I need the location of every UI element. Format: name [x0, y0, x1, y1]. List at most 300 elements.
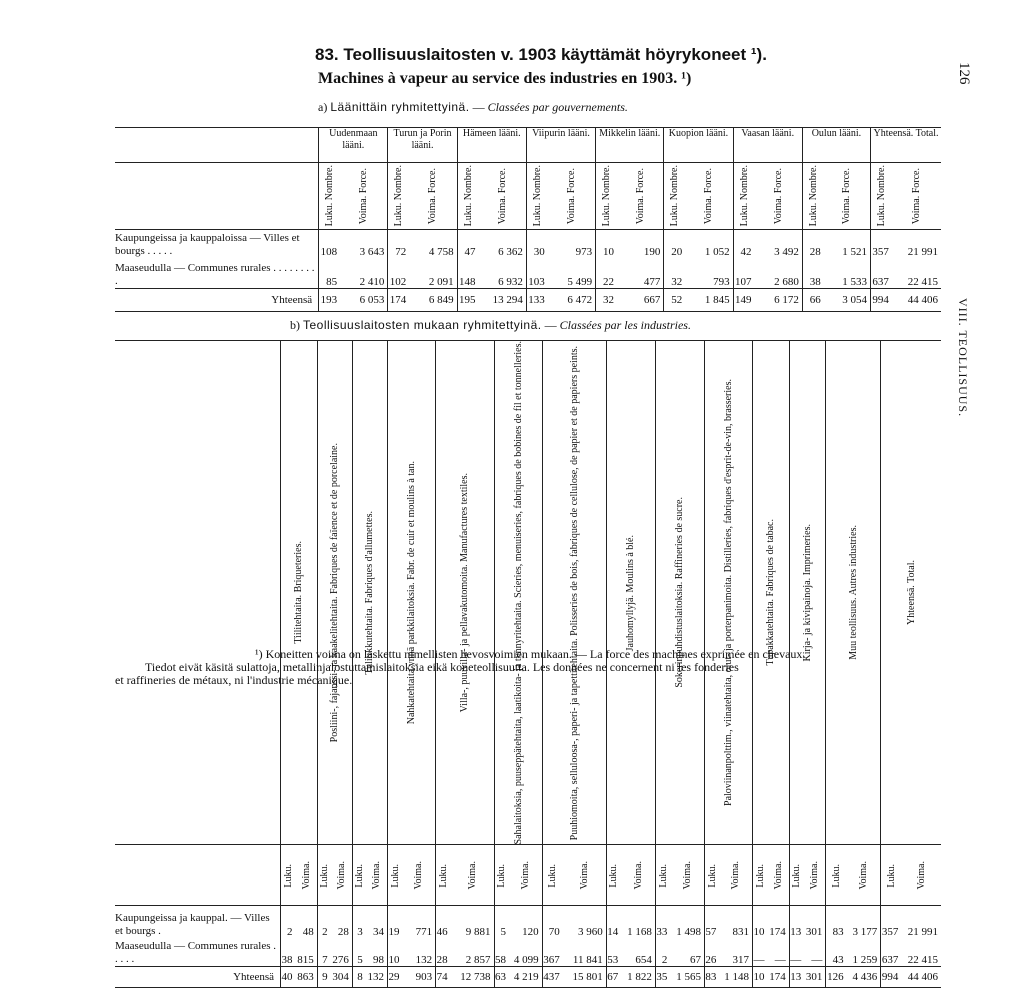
table-a-sub-header-label: Luku. Nombre. — [462, 165, 474, 227]
table-a-cell: 38 — [802, 258, 823, 289]
table-a-cell: 637 — [871, 258, 892, 289]
table-a-cell: 477 — [643, 276, 661, 288]
table-b-cell: — — [753, 938, 768, 967]
table-a-group-header — [457, 128, 526, 163]
table-b-sub-header — [670, 845, 704, 906]
table-b-sub-header — [509, 845, 542, 906]
table-b-sub-header-label: Voima. — [681, 861, 693, 890]
table-b-row — [115, 906, 941, 939]
table-b-sub-header-label: Luku. — [437, 863, 449, 888]
table-b-cell: 1 259 — [852, 954, 878, 967]
table-a-sub-header — [388, 163, 409, 230]
table-b-cell: 48 — [302, 926, 314, 939]
table-b-cell: 317 — [732, 954, 750, 967]
table-b-cell: 67 — [689, 954, 701, 967]
table-b-cell: 26 — [704, 938, 719, 967]
table-b-cell: 63 — [494, 967, 509, 988]
table-a-cell: 1 533 — [842, 276, 868, 288]
table-a-sub-header-label: Voima. Force. — [496, 167, 508, 225]
table-b-cell: 1 565 — [670, 967, 704, 988]
table-a-group-label: Hämeen lääni. — [462, 128, 521, 139]
table-a-group-label: Mikkelin lääni. — [599, 128, 661, 139]
table-a-cell: 3 054 — [824, 289, 871, 312]
table-b-stub-subheader — [115, 845, 281, 906]
table-b-group-label: Posliini-, fajanssi- ja kaakelitehtaita. Fabriques de faïence et de porcelaine. — [329, 443, 341, 743]
table-a-sub-header-label: Voima. Force. — [772, 167, 784, 225]
table-a-row — [115, 230, 941, 259]
table-b-group-header — [789, 341, 826, 845]
table-a-sub-header-label: Voima. Force. — [634, 167, 646, 225]
table-a-group-label: Yhteensä. Total. — [873, 128, 939, 139]
table-a-sub-header — [892, 163, 941, 230]
table-b-sub-header-label: Luku. — [754, 863, 766, 888]
table-b-sub-header — [317, 845, 330, 906]
table-b-cell: 994 — [881, 967, 902, 988]
table-a-cell: 85 — [319, 258, 340, 289]
table-b-sub-header — [563, 845, 606, 906]
table-a-sub-header — [596, 163, 617, 230]
table-a-sub-header — [664, 163, 685, 230]
table-b-cell: 4 219 — [509, 967, 542, 988]
table-b-cell: 10 — [388, 938, 403, 967]
table-a-row-label: Kaupungeissa ja kauppaloissa — Villes et bourgs . . . . . — [115, 232, 300, 257]
table-a-sub-header — [526, 163, 547, 230]
table-b-cell: 304 — [331, 967, 353, 988]
table-b-sub-header-label: Luku. — [791, 863, 803, 888]
table-a-sub-header-label: Voima. Force. — [910, 167, 922, 225]
table-a-sub-header-row — [115, 163, 941, 230]
section-label: VIII. TEOLLISUUS. — [956, 298, 970, 418]
table-a-cell: 21 991 — [907, 246, 938, 258]
table-a-sub-header-label: Voima. Force. — [427, 167, 439, 225]
table-b-group-header — [704, 341, 752, 845]
table-b-cell: 74 — [436, 967, 451, 988]
table-a-cell: 6 172 — [754, 289, 802, 312]
table-a-cell: 103 — [526, 258, 547, 289]
table-b-cell: 2 857 — [465, 954, 491, 967]
table-b-cell: 15 801 — [563, 967, 606, 988]
table-b-cell: 654 — [635, 954, 652, 967]
table-a-cell: 193 — [319, 289, 340, 312]
table-b-group-header — [281, 341, 318, 845]
table-b-cell: 2 — [655, 938, 670, 967]
table-b-cell: 35 — [655, 967, 670, 988]
table-b-cell: 437 — [542, 967, 563, 988]
table-a-group-header — [802, 128, 870, 163]
table-b-cell: 120 — [522, 926, 539, 939]
table-b-group-header — [753, 341, 790, 845]
table-b-cell: 13 — [789, 906, 804, 939]
table-b-cell: 276 — [332, 954, 349, 967]
table-a-sub-header-label: Luku. Nombre. — [324, 165, 336, 227]
table-b-sub-header — [494, 845, 509, 906]
table-a-sub-header-label: Voima. Force. — [703, 167, 715, 225]
table-b-sub-header-label: Voima. — [370, 861, 382, 890]
table-a-row-label: Maaseudulla — Communes rurales . . . . . . . . . — [115, 262, 315, 287]
table-b-cell: 7 — [317, 938, 330, 967]
table-a-sub-header — [409, 163, 457, 230]
table-by-province — [115, 127, 941, 312]
table-a-cell: 195 — [457, 289, 478, 312]
table-a-sub-header — [754, 163, 802, 230]
table-a-sub-header — [548, 163, 596, 230]
table-b-sub-header — [804, 845, 826, 906]
table-b-group-header — [352, 341, 387, 845]
table-a-cell: 32 — [596, 289, 617, 312]
table-b-cell: 9 881 — [465, 926, 491, 939]
table-b-sub-header-label: Luku. — [608, 863, 620, 888]
table-a-cell: 357 — [871, 230, 892, 259]
table-a-sub-header — [685, 163, 733, 230]
table-a-cell: 6 362 — [498, 246, 523, 258]
footnote-line-1: Koneitten voima on laskettu nimellisten hevosvoimien mukaan. — La force des machines exprimée en chevaux. — [265, 647, 806, 661]
table-a-cell: 13 294 — [479, 289, 527, 312]
table-a-cell: 30 — [526, 230, 547, 259]
table-b-sub-header — [331, 845, 353, 906]
table-a-cell: 2 680 — [774, 276, 799, 288]
table-b-cell: 28 — [436, 938, 451, 967]
table-a-cell: 42 — [733, 230, 754, 259]
table-a-cell: 108 — [319, 230, 340, 259]
table-b-cell: 2 — [281, 906, 296, 939]
table-a-group-header — [319, 128, 388, 163]
table-a-cell: 10 — [596, 230, 617, 259]
table-b-sub-header — [753, 845, 768, 906]
table-b-cell: 40 — [281, 967, 296, 988]
table-b-cell: 9 — [317, 967, 330, 988]
table-b-cell: 5 — [494, 906, 509, 939]
table-a-cell: 2 410 — [359, 276, 385, 288]
table-a-heading-fi: Läänittäin ryhmitettyinä. — [330, 100, 470, 114]
table-a-cell: 994 — [871, 289, 892, 312]
table-b-sub-header-label: Luku. — [353, 863, 365, 888]
table-b-group-label: Sokerinpuhdistuslaitoksia. Raffineries de sucre. — [674, 497, 686, 689]
table-b-cell: 34 — [373, 926, 385, 939]
table-b-cell: 44 406 — [901, 967, 941, 988]
footnotes — [115, 648, 945, 687]
table-a-heading — [318, 100, 628, 115]
table-b-group-label: Paloviinanpolttim., viinatehtaita, olut- ja porterpanimoita. Distilleries, fabriques d'esprit-de-vin, brasseries. — [722, 379, 734, 807]
table-b-cell: 831 — [732, 926, 750, 939]
table-b-cell: 132 — [366, 967, 388, 988]
table-b-cell: 8 — [352, 967, 365, 988]
table-a-cell: 22 415 — [907, 276, 938, 288]
table-b-cell: 53 — [606, 938, 621, 967]
table-a-sub-header — [479, 163, 527, 230]
table-a-cell: 174 — [388, 289, 409, 312]
table-b-sub-header — [295, 845, 317, 906]
table-b-cell: 4 099 — [513, 954, 539, 967]
table-b-sub-header — [789, 845, 804, 906]
title-finnish: 83. Teollisuuslaitosten v. 1903 käyttämät höyrykoneet ¹). — [315, 45, 767, 64]
table-b-sub-header-label: Voima. — [300, 861, 312, 890]
table-b-sub-header-label: Luku. — [389, 863, 401, 888]
table-b-sub-header-label: Luku. — [282, 863, 294, 888]
table-b-group-header-row — [115, 341, 941, 845]
table-a-sub-header — [824, 163, 871, 230]
table-a-sub-header-label: Luku. Nombre. — [669, 165, 681, 227]
table-b-sub-header — [901, 845, 941, 906]
table-b-sub-header-label: Voima. — [578, 861, 590, 890]
table-b-cell: 3 — [352, 906, 365, 939]
footnote-line-3: et raffineries de métaux, ni l'industrie mécanique. — [115, 673, 353, 687]
table-a-group-header — [388, 128, 457, 163]
table-a-cell: 149 — [733, 289, 754, 312]
table-b-sub-header — [403, 845, 436, 906]
table-a-sub-header-label: Luku. Nombre. — [875, 165, 887, 227]
table-b-sub-header — [704, 845, 719, 906]
table-a-cell: 133 — [526, 289, 547, 312]
table-a-cell: 47 — [457, 230, 478, 259]
table-b-group-label: Kirja- ja kivipainoja. Imprimeries. — [802, 523, 814, 662]
table-a-cell: 190 — [643, 246, 661, 258]
table-a-cell: 4 758 — [428, 246, 454, 258]
footnote-line-2: Tiedot eivät käsitä sulattoja, metallinjalostuttamislaitoksia eikä koneteollisuutta. Les données ne concernent ni les fonderies — [145, 660, 739, 674]
table-a-group-header — [733, 128, 802, 163]
table-a-heading-fr: Classées par gouvernements. — [487, 100, 628, 114]
table-b-row — [115, 967, 941, 988]
table-b-cell: 815 — [297, 954, 314, 967]
table-a-cell: 72 — [388, 230, 409, 259]
table-b-group-header — [826, 341, 881, 845]
table-a-cell: 28 — [802, 230, 823, 259]
table-b-cell: 33 — [655, 906, 670, 939]
table-b-cell: 28 — [337, 926, 349, 939]
table-a-cell: 44 406 — [892, 289, 941, 312]
table-b-heading-fr: Classées par les industries. — [559, 318, 691, 332]
table-b-cell: 21 991 — [907, 926, 938, 939]
table-b-group-label: Jauhomyllyjä. Moulins à blé. — [625, 534, 637, 651]
table-b-cell: 29 — [388, 967, 403, 988]
table-a-group-label: Viipurin lääni. — [532, 128, 590, 139]
table-b-heading-fi: Teollisuuslaitosten mukaan ryhmitettyinä. — [303, 318, 542, 332]
table-b-cell: 863 — [295, 967, 317, 988]
table-b-cell: 367 — [542, 938, 563, 967]
table-b-group-label: Tulitikkutehtaita. Fabriques d'allumettes. — [364, 510, 376, 675]
table-a-cell: 667 — [617, 289, 664, 312]
table-b-cell: 43 — [826, 938, 847, 967]
table-b-cell: 1 498 — [676, 926, 701, 939]
table-a-sub-header — [457, 163, 478, 230]
table-b-row — [115, 938, 941, 967]
table-b-sub-header-label: Voima. — [519, 861, 531, 890]
table-b-cell: 637 — [881, 938, 902, 967]
table-b-cell: 14 — [606, 906, 621, 939]
table-a-group-label: Kuopion lääni. — [668, 128, 729, 139]
table-b-cell: 2 — [317, 906, 330, 939]
table-a-cell: 5 499 — [567, 276, 593, 288]
table-b-cell: 10 — [753, 906, 768, 939]
table-a-sub-header-label: Luku. Nombre. — [738, 165, 750, 227]
table-b-cell: 903 — [403, 967, 436, 988]
table-a-sub-header — [733, 163, 754, 230]
table-b-sub-header-label: Luku. — [496, 863, 508, 888]
table-a-cell: 973 — [575, 246, 593, 258]
table-a-cell: 3 492 — [774, 246, 799, 258]
table-b-cell: 1 168 — [627, 926, 652, 939]
table-a-cell: 6 472 — [548, 289, 596, 312]
table-b-cell: 38 — [281, 938, 296, 967]
table-b-cell: 301 — [805, 926, 823, 939]
table-b-cell: 4 436 — [847, 967, 881, 988]
table-a-sub-header-label: Luku. Nombre. — [393, 165, 405, 227]
table-b-cell: 83 — [826, 906, 847, 939]
table-a-row — [115, 289, 941, 312]
table-a-cell: 2 091 — [428, 276, 454, 288]
table-b-cell: 83 — [704, 967, 719, 988]
table-b-group-label: Puuhiomoita, selluloosa-, paperi- ja tapettitehtaita. Polisseries de bois, fabriques de cellulose, de papier et de papiers peints. — [568, 345, 580, 840]
table-b-sub-header-label: Voima. — [857, 861, 869, 890]
table-a-sub-header-label: Voima. Force. — [841, 167, 853, 225]
table-a-sub-header — [617, 163, 664, 230]
table-a-cell: 32 — [664, 258, 685, 289]
table-b-group-label: Yhteensä. Total. — [905, 560, 917, 626]
table-b-cell: 57 — [704, 906, 719, 939]
table-b-sub-header — [768, 845, 790, 906]
table-b-group-header — [542, 341, 606, 845]
table-b-sub-header — [388, 845, 403, 906]
table-b-cell: 1 148 — [719, 967, 752, 988]
table-a-cell: 107 — [733, 258, 754, 289]
table-a-group-label: Uudenmaan lääni. — [329, 128, 378, 151]
table-a-cell: 6 849 — [409, 289, 457, 312]
table-a-cell: 22 — [596, 258, 617, 289]
table-a-group-label: Turun ja Porin lääni. — [393, 128, 452, 151]
footnote-marker: ¹) — [255, 647, 263, 661]
table-b-sub-header — [881, 845, 902, 906]
table-b-cell: 1 822 — [621, 967, 655, 988]
table-b-cell: 132 — [415, 954, 433, 967]
table-b-cell: 19 — [388, 906, 403, 939]
table-b-cell: 3 960 — [577, 926, 603, 939]
table-a-cell: 52 — [664, 289, 685, 312]
table-a-group-header — [596, 128, 664, 163]
table-b-cell: — — [774, 954, 786, 967]
table-a-sub-header — [340, 163, 388, 230]
table-a-row-label: Yhteensä — [115, 289, 319, 312]
table-b-group-header — [494, 341, 542, 845]
table-a-stub-subheader — [115, 163, 319, 230]
table-a-cell: 1 521 — [842, 246, 868, 258]
table-b-sub-header-label: Voima. — [915, 861, 927, 890]
table-b-group-header — [317, 341, 352, 845]
table-b-sub-header — [451, 845, 494, 906]
table-b-group-header — [655, 341, 704, 845]
table-b-cell: 3 177 — [852, 926, 878, 939]
table-b-sub-header-label: Voima. — [730, 861, 742, 890]
table-b-row-label: Yhteensä — [115, 967, 281, 988]
table-a-cell: 793 — [713, 276, 730, 288]
table-b-heading — [290, 318, 691, 333]
table-b-sub-header-label: Voima. — [772, 861, 784, 890]
table-a-stub-header — [115, 128, 319, 163]
table-b-sub-header-label: Voima. — [335, 861, 347, 890]
table-b-sub-header — [606, 845, 621, 906]
table-b-cell: — — [811, 954, 823, 967]
table-b-sub-header-label: Voima. — [809, 861, 821, 890]
table-b-cell: 10 — [753, 967, 768, 988]
table-b-cell: 174 — [768, 967, 790, 988]
table-a-cell: 1 845 — [685, 289, 733, 312]
table-b-sub-header — [621, 845, 655, 906]
table-a-sub-header-label: Luku. Nombre. — [601, 165, 613, 227]
table-b-group-header — [436, 341, 494, 845]
table-b-sub-header — [352, 845, 365, 906]
table-a-cell: 66 — [802, 289, 823, 312]
table-b-sub-header-row — [115, 845, 941, 906]
table-a-sub-header-label: Voima. Force. — [358, 167, 370, 225]
table-a-cell: 102 — [388, 258, 409, 289]
table-a-sub-header — [802, 163, 823, 230]
table-b-sub-header-label: Luku. — [547, 863, 559, 888]
table-a-sub-header-label: Luku. Nombre. — [531, 165, 543, 227]
table-b-cell: 126 — [826, 967, 847, 988]
table-a-group-label: Oulun lääni. — [811, 128, 862, 139]
table-b-sub-header-label: Voima. — [466, 861, 478, 890]
table-b-group-label: Tupakkatehtaita. Fabriques de tabac. — [765, 519, 777, 666]
table-b-group-label: Muu teollisuus. Autres industries. — [847, 525, 859, 661]
table-b-group-header — [881, 341, 941, 845]
table-b-cell: 174 — [769, 926, 786, 939]
table-b-group-header — [606, 341, 655, 845]
table-b-cell: 70 — [542, 906, 563, 939]
table-a-heading-sep: — — [472, 100, 485, 114]
table-b-cell: 301 — [804, 967, 826, 988]
table-b-row-label: Kaupungeissa ja kauppal. — Villes et bourgs . — [115, 912, 270, 938]
table-b-sub-header — [542, 845, 563, 906]
table-b-group-label: Nahkatehtaita ynnä parkkilaitoksia. Fabr. de cuir et moulins à tan. — [406, 461, 418, 725]
table-b-sub-header — [847, 845, 881, 906]
table-b-cell: 12 738 — [451, 967, 494, 988]
title-french: Machines à vapeur au service des industries en 1903. ¹) — [318, 70, 692, 87]
table-a-cell: 20 — [664, 230, 685, 259]
table-b-sub-header-label: Luku. — [831, 863, 843, 888]
table-a-sub-header — [871, 163, 892, 230]
table-b-sub-header-label: Luku. — [318, 863, 330, 888]
table-b-sub-header — [826, 845, 847, 906]
table-a-heading-prefix: a) — [318, 100, 328, 114]
table-b-sub-header-label: Luku. — [657, 863, 669, 888]
table-a-cell: 1 052 — [704, 246, 730, 258]
table-b-sub-header — [655, 845, 670, 906]
table-a-sub-header-label: Voima. Force. — [565, 167, 577, 225]
table-b-group-label: Tiilitehtaita. Briqueteries. — [293, 541, 305, 645]
table-a-sub-header — [319, 163, 340, 230]
table-a-group-header — [526, 128, 595, 163]
table-b-cell: 357 — [881, 906, 902, 939]
table-b-cell: 22 415 — [907, 954, 938, 967]
table-b-cell: 58 — [494, 938, 509, 967]
table-a-cell: 148 — [457, 258, 478, 289]
table-a-cell: 6 053 — [340, 289, 388, 312]
table-b-sub-header — [366, 845, 388, 906]
table-b-cell: 5 — [352, 938, 365, 967]
table-a-cell: 3 643 — [359, 246, 385, 258]
table-b-row-label: Maaseudulla — Communes rurales . . . . . — [115, 940, 276, 966]
page-number: 126 — [956, 62, 972, 85]
table-a-group-header-row — [115, 128, 941, 163]
table-b-sub-header-label: Voima. — [632, 861, 644, 890]
table-b-cell: 46 — [436, 906, 451, 939]
table-b-group-label: Villa-, puuvilla- ja pellavakutomoita. Manufactures textiles. — [459, 473, 471, 713]
table-a-cell: 6 932 — [498, 276, 523, 288]
table-b-group-header — [388, 341, 436, 845]
table-b-cell: — — [789, 938, 804, 967]
table-b-stub-header — [115, 341, 281, 845]
table-b-sub-header — [281, 845, 296, 906]
table-a-sub-header-label: Luku. Nombre. — [807, 165, 819, 227]
table-b-cell: 13 — [789, 967, 804, 988]
